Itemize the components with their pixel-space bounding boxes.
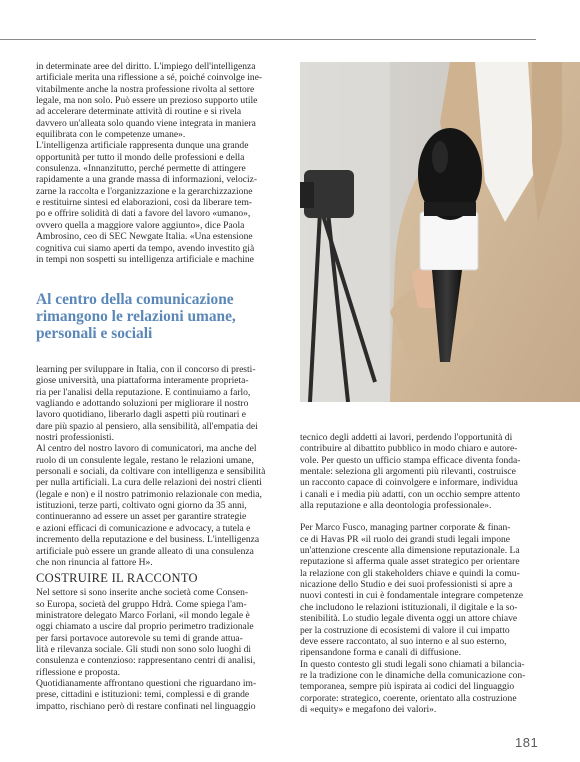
text-line: Al centro del nostro lavoro di comunicatori, ma anche del	[36, 443, 257, 455]
page-number: 181	[515, 735, 539, 750]
text-line: mentale: seleziona gli argomenti più rilevanti, costruisce	[300, 466, 516, 478]
text-line: nuovi contesti in cui è fondamentale integrare competenze	[300, 590, 523, 602]
pullquote-line: personali e sociali	[36, 325, 153, 343]
text-line: artificiale può essere un grande alleato di una consulenza	[36, 545, 254, 557]
paragraph	[36, 61, 280, 265]
article-column-left-top	[36, 61, 280, 265]
text-line: vole. Per questo un ufficio stampa efficace diventa fonda-	[300, 454, 521, 466]
text-line: nostri professionisti.	[36, 432, 114, 444]
text-line: dare più spazio al pensiero, alla sensibilità, all'empatia dei	[36, 420, 258, 432]
text-line: alla reputazione e alla deontologia professionale».	[300, 500, 492, 512]
text-line: cognitiva cui siamo aperti da tempo, avendo investito già	[36, 242, 255, 254]
text-line: continueranno ad essere un asset per garantire strategie	[36, 511, 247, 523]
pullquote-line: rimangono le relazioni umane,	[36, 308, 236, 326]
paragraph	[300, 432, 538, 511]
text-line: temporanea, sempre più ispirata ai codici del linguaggio	[300, 681, 515, 693]
text-line: impatto, rischiano però di restare confinati nel linguaggio	[36, 700, 256, 712]
text-line: ad accelerare determinate attività di routine e si rivela	[36, 106, 242, 118]
text-line: tecnico degli addetti ai lavori, perdendo l'opportunità di	[300, 432, 513, 443]
text-line: che includono le relazioni istituzionali, il digitale e la so-	[300, 601, 518, 613]
text-line: Ambrosino, ceo di SEC Newgate Italia. «Una estensione	[36, 231, 253, 243]
text-line: nicazione dello Studio e dei suoi professionisti si apre a	[300, 579, 513, 591]
text-line: di «equity» e megafono dei valori».	[300, 703, 437, 715]
reporter-microphone-photo	[300, 62, 580, 402]
text-line: e restituirne sintesi ed elaborazioni, così da liberare tem-	[36, 197, 253, 209]
text-line: consulenza. «Innanzitutto, perché permette di attingere	[36, 163, 246, 175]
section-heading: COSTRUIRE IL RACCONTO	[36, 571, 198, 586]
text-line: in tempi non sospetti su intelligenza artificiale e machine	[36, 253, 254, 265]
text-line: un'attenzione crescente alla dimensione reputazionale. La	[300, 545, 520, 557]
text-line: consulenza e contenzioso: rappresentano centri di analisi,	[36, 655, 256, 667]
text-line: deve essere raccontato, al suo interno e al suo esterno,	[300, 635, 507, 647]
paragraph	[36, 364, 280, 568]
text-line: in determinate aree del diritto. L'impiego dell'intelligenza	[36, 61, 256, 72]
article-column-left-bottom	[36, 364, 280, 712]
paragraph	[300, 522, 538, 715]
article-column-right	[300, 432, 538, 715]
text-line: so Europa, società del gruppo Hdrà. Come spiega l'am-	[36, 598, 247, 610]
text-line: ce di Havas PR «il ruolo dei grandi studi legali impone	[300, 533, 510, 545]
text-line: contribuire al dibattito pubblico in modo chiaro e autore-	[300, 443, 518, 455]
text-line: learning per sviluppare in Italia, con il concorso di presti-	[36, 364, 256, 375]
text-line: stenibilità. Lo studio legale diventa oggi un attore chiave	[300, 613, 518, 625]
text-line: ria per l'analisi della reputazione. E continuiamo a farlo,	[36, 386, 251, 398]
text-line: i canali e i media più adatti, con un occhio sempre attento	[300, 488, 521, 500]
text-line: istituzioni, terze parti, coltivato ogni giorno da 35 anni,	[36, 500, 247, 512]
text-line: oggi chiamato a uscire dal proprio perimetro tradizionale	[36, 621, 254, 633]
text-line: giose università, una piattaforma interamente proprieta-	[36, 375, 249, 387]
text-line: corporate: strategico, coerente, orientato alla costruzione	[300, 692, 517, 704]
text-line: po e offrire solidità di dati a favore del lavoro «umano»,	[36, 208, 251, 220]
text-line: ruolo di un consulente legale, restano le relazioni umane,	[36, 454, 254, 466]
text-line: artificiale merita una riflessione a sé, poiché coinvolge ine-	[36, 72, 263, 84]
text-line: Quotidianamente affrontano questioni che riguardano im-	[36, 677, 257, 689]
text-line: ministratore delegato Marco Forlani, «il mondo legale è	[36, 609, 250, 621]
text-line: un racconto capace di coinvolgere e informare, individua	[300, 477, 518, 489]
text-line: davvero un'alleata solo quando viene integrata in maniera	[36, 117, 256, 129]
text-line: equilibrata con le competenze umane».	[36, 129, 186, 141]
text-line: personali e sociali, da coltivare con intelligenza e sensibilità	[36, 466, 266, 478]
text-line: Per Marco Fusco, managing partner corporate & finan-	[300, 522, 511, 534]
text-line: re la tradizione con le dinamiche della comunicazione con-	[300, 669, 526, 681]
pullquote-line: Al centro della comunicazione	[36, 291, 234, 308]
text-line: e azioni efficaci di comunicazione e advocacy, a tutela e	[36, 522, 251, 534]
text-line: legale, ma non solo. Può essere un prezioso supporto utile	[36, 95, 258, 107]
text-line: vagliando e adottando soluzioni per migliorare il nostro	[36, 398, 249, 410]
text-line: (legale e non) e il nostro patrimonio relazionale con media,	[36, 488, 262, 500]
text-line: per nulla artificiali. La cura delle relazioni dei nostri clienti	[36, 477, 262, 489]
paragraph	[36, 587, 280, 712]
text-line: reputazione si afferma quale asset strategico per orientare	[300, 556, 520, 568]
text-line: la relazione con gli stakeholders chiave e quindi la comu-	[300, 567, 520, 579]
text-line: ovvero quella a maggiore valore aggiunto», dice Paola	[36, 219, 245, 231]
text-line: riflessione e proposta.	[36, 666, 121, 678]
text-line: prese, cittadini e istituzioni: temi, complessi e di grande	[36, 689, 250, 701]
text-line: L'intelligenza artificiale rappresenta dunque una grande	[36, 140, 249, 152]
text-line: zarne la raccolta e l'organizzazione e la gerarchizzazione	[36, 185, 253, 197]
text-line: ripensandone forma e canali di diffusione.	[300, 647, 462, 659]
text-line: rapidamente a una grande massa di informazioni, velociz-	[36, 174, 258, 186]
text-line: che non rinuncia al fattore H».	[36, 556, 153, 568]
text-line: vitabilmente anche la nostra professione rivolta al settore	[36, 83, 255, 95]
text-line: opportunità per tutto il mondo delle professioni e della	[36, 151, 245, 163]
text-line: lità e rilevanza sociale. Gli studi non sono solo luoghi di	[36, 643, 252, 655]
pullquote	[36, 291, 286, 343]
text-line: lavoro quotidiano, liberarlo dagli aspetti più routinari e	[36, 409, 246, 421]
header-rule	[0, 39, 536, 40]
text-line: In questo contesto gli studi legali sono chiamati a bilancia-	[300, 658, 525, 670]
text-line: per farsi portavoce autorevole su temi di grande attua-	[36, 632, 243, 644]
text-line: per la costruzione di ecosistemi di valore il cui impatto	[300, 624, 510, 636]
text-line: incremento della reputazione e del business. L'intelligenza	[36, 534, 260, 546]
text-line: Nel settore si sono inserite anche società come Consen-	[36, 587, 249, 599]
